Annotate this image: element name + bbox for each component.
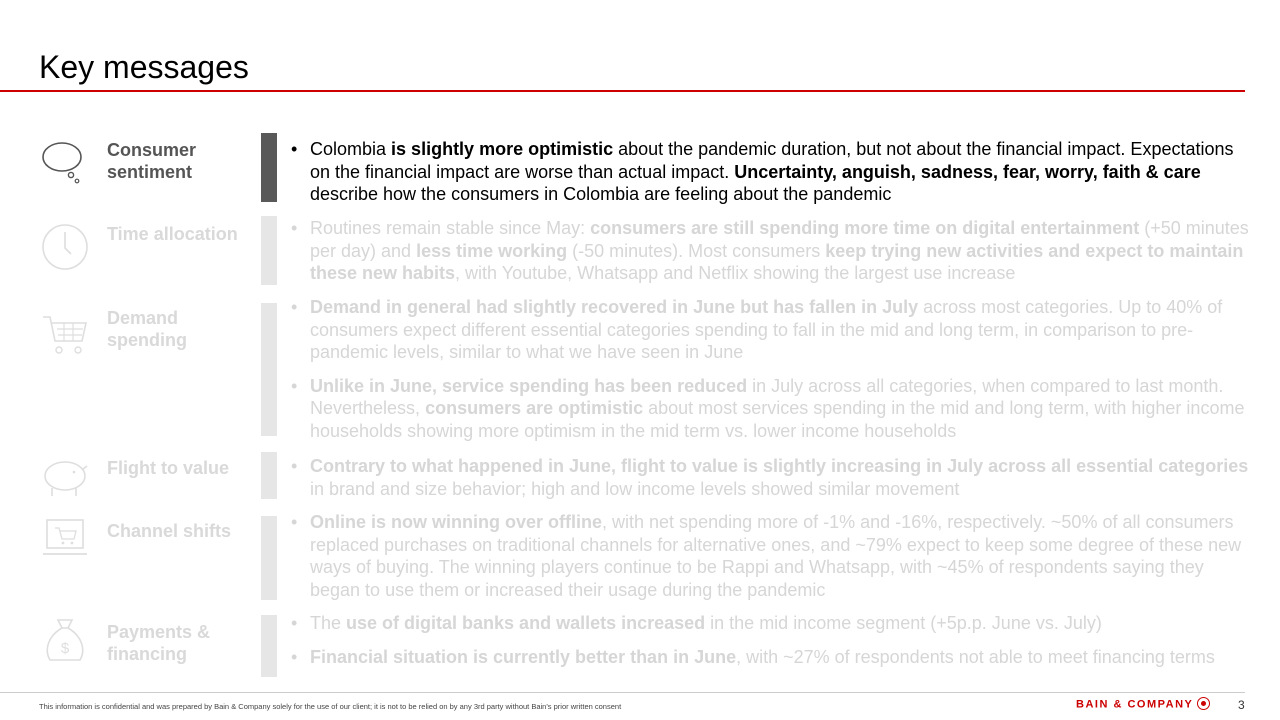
section-time-allocation	[0, 216, 1280, 291]
bullet-text: about the pandemic duration, but not about the financial impact. Expectations on the financial impact are worse than actual impact.	[310, 139, 1234, 182]
bullet-bold-text: Uncertainty, anguish, sadness, fear, worry, faith & care	[734, 161, 1201, 182]
bullet-bold-text: is slightly more optimistic	[391, 139, 614, 159]
clock-icon	[40, 222, 90, 272]
section-consumer-sentiment	[0, 133, 1280, 208]
money-bag-icon	[40, 616, 90, 666]
bullet-text: (-50 minutes). Most consumers	[567, 240, 826, 261]
bullet-item: • Routines remain stable since May: consumers are still spending more time on digital entertainment (+50 minutes per day) and less time working (-50 minutes). Most consumers keep trying new activities and expect to maintain these new habits, with Youtube, Whatsapp and Netflix showing the largest use increase	[291, 218, 1249, 283]
bullet-text: in brand and size behavior; high and low income levels showed similar movement	[310, 478, 960, 499]
bullet-text: , with net spending more of -1% and -16%, respectively. ~50% of all consumers replaced purchases on traditional channels for alternative ones, and ~79% expect to keep some degree of these new ways of buying. The winning players continue to be Rappi and Whatsapp, with ~45% of respondents saying they began to use them or increased their usage during the pandemic	[310, 512, 1242, 600]
bullet-bold-text: Financial situation is currently better than in June	[310, 646, 737, 667]
bullet-bold-text: use of digital banks and wallets increased	[346, 613, 706, 633]
section-demand-spending	[0, 297, 1280, 441]
speech-bubble-icon	[40, 137, 90, 187]
bullet-bold-text: Unlike in June, service spending has been reduced	[310, 375, 748, 396]
section-label: Demand spending	[107, 308, 187, 350]
bullet-bold-text: less time working	[416, 240, 568, 261]
bullet-bold-text: Online is now winning over offline	[310, 512, 603, 532]
section-bullets	[291, 296, 1251, 442]
bullet-text: , with Youtube, Whatsapp and Netflix showing the largest use increase	[455, 263, 1016, 283]
bullet-bold-text: Contrary to what happened in June, flight to value is slightly increasing in July across all essential categories	[310, 456, 1249, 476]
svg-text:$: $	[60, 640, 70, 657]
section-payments-financing	[0, 612, 1280, 692]
section-label: Time allocation	[107, 224, 238, 244]
bullet-item: • Financial situation is currently better than in June, with ~27% of respondents not able to meet financing terms	[291, 646, 1215, 667]
section-bullets	[291, 612, 1251, 668]
section-bullets	[291, 511, 1251, 601]
bullet-item: • Demand in general had slightly recovered in June but has fallen in July across most categories. Up to 40% of consumers expect different essential categories spending to fall in the mid and long term, in comparison to pre-pandemic levels, similar to what we have seen in June	[291, 297, 1223, 362]
bullet-text: describe how the consumers in Colombia are feeling about the pandemic	[310, 184, 892, 204]
section-marker-bar	[261, 516, 277, 600]
section-label: Channel shifts	[107, 521, 232, 541]
laptop-cart-icon	[40, 514, 90, 564]
bullet-text: about most services spending in the mid and long term, with higher income households showing more optimism in the mid term vs. lower income households	[310, 398, 1245, 441]
bain-logo	[1076, 698, 1210, 711]
bullet-item: • Unlike in June, service spending has been reduced in July across all categories, when compared to last month. Nevertheless, consumers are optimistic about most services spending in the mid and long term, with higher income households showing more optimism in the mid term vs. lower income households	[291, 375, 1245, 441]
logo-text: BAIN & COMPANY	[1076, 698, 1194, 711]
section-marker-bar	[261, 216, 277, 285]
bullet-item: • Online is now winning over offline, with net spending more of -1% and -16%, respectively. ~50% of all consumers replaced purchases on traditional channels for alternative ones, and ~79% expect to keep some degree of these new ways of buying. The winning players continue to be Rappi and Whatsapp, with ~45% of respondents saying they began to use them or increased their usage during the pandemic	[291, 512, 1242, 600]
bullet-bold-text: consumers are optimistic	[425, 398, 644, 418]
section-channel-shifts	[0, 514, 1280, 604]
logo-mark-icon	[1197, 697, 1210, 710]
section-bullets	[291, 138, 1251, 206]
bullet-bold-text: Demand in general had slightly recovered in June but has fallen in July	[310, 297, 919, 317]
section-marker-bar	[261, 133, 277, 202]
bullet-text: (+50 minutes per day) and	[310, 218, 1249, 261]
section-bullets	[291, 455, 1251, 500]
page-title: Key messages	[39, 49, 249, 85]
bullet-item: • Contrary to what happened in June, flight to value is slightly increasing in July across all essential categories in brand and size behavior; high and low income levels showed similar movement	[291, 456, 1249, 499]
confidentiality-disclaimer: This information is confidential and was prepared by Bain & Company solely for the use of our client; it is not to be relied on by any 3rd party without Bain's prior written consent	[39, 702, 622, 711]
section-marker-bar	[261, 452, 277, 499]
footer-divider	[0, 692, 1245, 693]
bullet-text: across most categories. Up to 40% of consumers expect different essential categories spending to fall in the mid and long term, in comparison to pre-pandemic levels, similar to what we have seen in June	[310, 297, 1223, 362]
bullet-item: • Colombia is slightly more optimistic about the pandemic duration, but not about the financial impact. Expectations on the financial impact are worse than actual impact. Uncertainty, anguish, sadness, fear, worry, faith & care describe how the consumers in Colombia are feeling about the pandemic	[291, 139, 1234, 204]
title-divider	[0, 90, 1245, 92]
bullet-text: in July across all categories, when compared to last month. Nevertheless,	[310, 375, 1224, 418]
section-flight-to-value	[0, 452, 1280, 502]
bullet-item: • The use of digital banks and wallets increased in the mid income segment (+5p.p. June vs. July)	[291, 613, 1102, 633]
section-label: Flight to value	[107, 458, 230, 478]
section-marker-bar	[261, 615, 277, 677]
section-marker-bar	[261, 303, 277, 436]
bullet-text: The	[310, 613, 347, 633]
section-label: Payments & financing	[107, 622, 211, 664]
bullet-text: , with ~27% of respondents not able to meet financing terms	[736, 646, 1215, 667]
shopping-cart-icon	[40, 309, 90, 359]
bullet-bold-text: consumers are still spending more time on digital entertainment	[590, 218, 1140, 238]
bullet-text: Routines remain stable since May:	[310, 218, 591, 238]
section-bullets	[291, 217, 1251, 285]
bullet-text: Colombia	[310, 139, 392, 159]
bullet-text: in the mid income segment (+5p.p. June vs. July)	[705, 613, 1102, 633]
section-label: Consumer sentiment	[107, 140, 197, 182]
piggy-bank-icon	[40, 452, 90, 502]
page-number: 3	[1238, 698, 1245, 712]
bullet-bold-text: keep trying new activities and expect to maintain these new habits	[310, 240, 1244, 283]
